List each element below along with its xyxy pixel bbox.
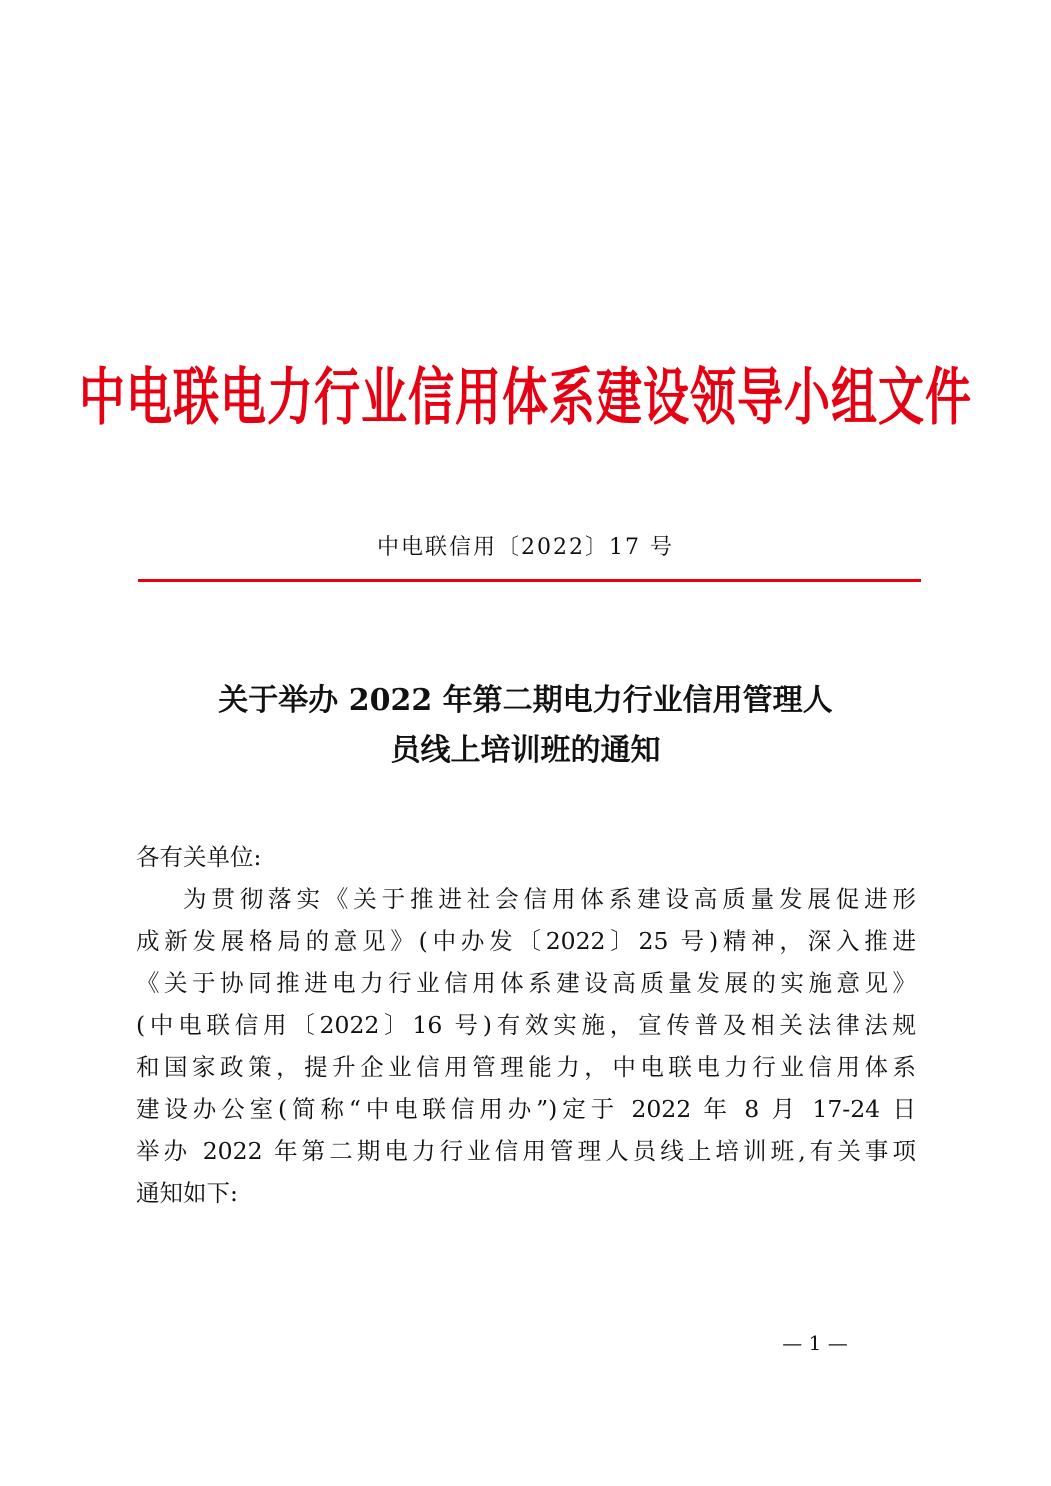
notice-title-line-1: 关于举办 2022 年第二期电力行业信用管理人 <box>218 683 833 718</box>
paragraph-line: 成新发展格局的意见》(中办发〔2022〕25 号)精神，深入推进 <box>136 927 916 955</box>
red-divider-rule <box>138 579 921 582</box>
notice-title-line-2: 员线上培训班的通知 <box>390 733 661 768</box>
paragraph-line: 举办 2022 年第二期电力行业信用管理人员线上培训班,有关事项 <box>136 1137 916 1165</box>
paragraph-line: 《关于协同推进电力行业信用体系建设高质量发展的实施意见》 <box>136 969 916 997</box>
paragraph-line: 通知如下: <box>136 1179 238 1207</box>
notice-body <box>136 836 916 1214</box>
notice-title <box>120 676 931 776</box>
page-number: — 1 — <box>782 1331 848 1355</box>
paragraph-line: 建设办公室(简称“中电联信用办”)定于 2022 年 8 月 17-24 日 <box>136 1095 916 1123</box>
paragraph-line: 为贯彻落实《关于推进社会信用体系建设高质量发展促进形 <box>183 885 916 913</box>
document-header-title: 中电联电力行业信用体系建设领导小组文件 <box>79 360 972 434</box>
document-number: 中电联信用〔2022〕17 号 <box>377 535 674 560</box>
paragraph-line: 和国家政策，提升企业信用管理能力，中电联电力行业信用体系 <box>136 1053 916 1081</box>
salutation: 各有关单位: <box>136 843 262 871</box>
paragraph-line: (中电联信用〔2022〕16 号)有效实施，宣传普及相关法律法规 <box>136 1011 916 1039</box>
